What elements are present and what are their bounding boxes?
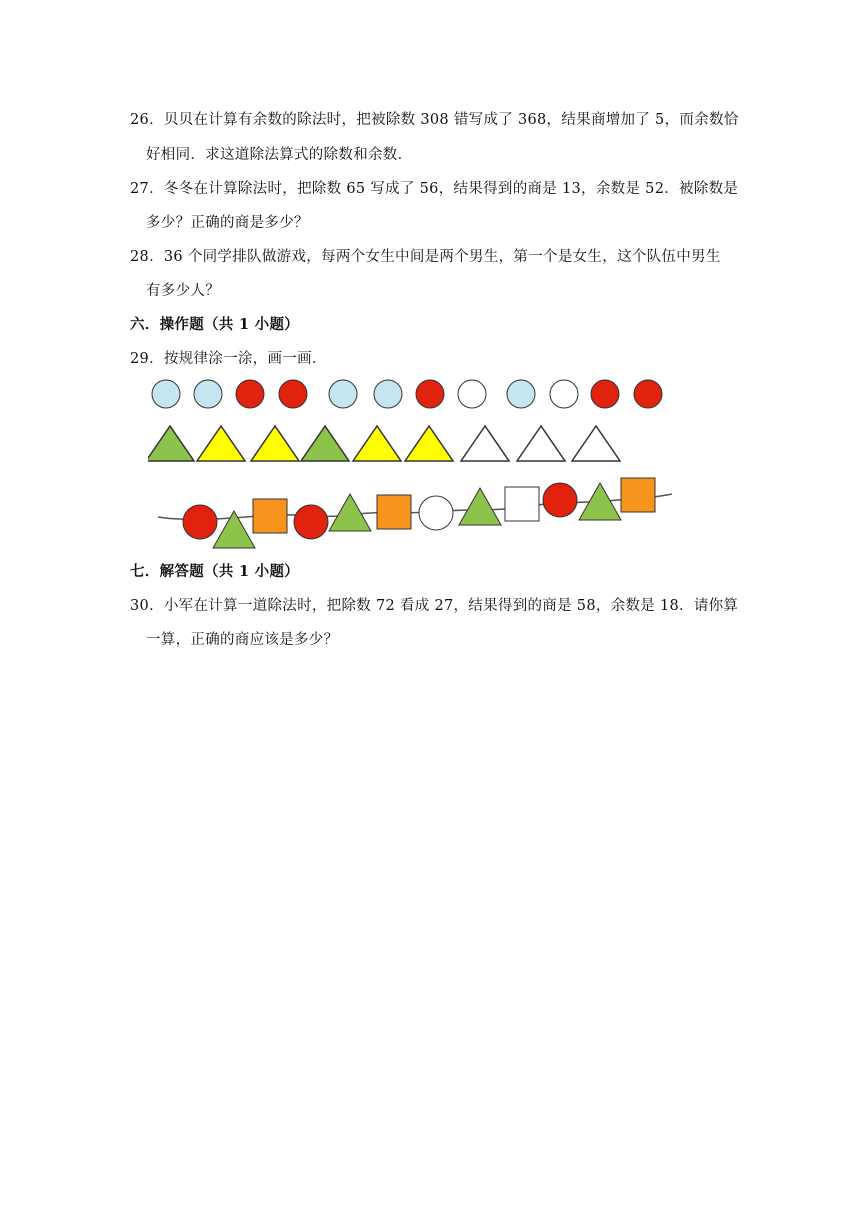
orange-square xyxy=(621,478,655,512)
green-triangle xyxy=(329,494,371,531)
triangle-white xyxy=(517,426,565,461)
circle-light-blue xyxy=(374,380,402,408)
question-28-line-1: 28．36 个同学排队做游戏，每两个女生中间是两个男生，第一个是女生，这个队伍中男生 xyxy=(130,249,721,265)
pattern-figure xyxy=(148,372,678,554)
question-26-line-1: 26．贝贝在计算有余数的除法时，把被除数 308 错写成了 368，结果商增加了 5，而余数恰 xyxy=(130,112,739,128)
section-title-answer: 七．解答题（共 1 小题） xyxy=(130,563,300,580)
question-number: 26 xyxy=(130,112,150,128)
orange-square xyxy=(377,495,411,529)
circle-white xyxy=(550,380,578,408)
question-text: 小军在计算一道除法时，把除数 72 看成 27，结果得到的商是 58，余数是 18．请你算 xyxy=(163,598,739,614)
triangle-yellow xyxy=(197,426,245,461)
red-circle xyxy=(543,483,577,517)
question-29: 29．按规律涂一涂，画一画． xyxy=(130,351,327,367)
question-number: 27 xyxy=(130,181,150,197)
white-square xyxy=(505,487,539,521)
question-27-line-1: 27．冬冬在计算除法时，把除数 65 写成了 56，结果得到的商是 13，余数是 52．被除数是 xyxy=(130,181,739,197)
triangle-white xyxy=(461,426,509,461)
beaded-string-row xyxy=(158,478,672,548)
section-title-operation: 六．操作题（共 1 小题） xyxy=(130,316,300,333)
question-text: 按规律涂一涂，画一画． xyxy=(163,351,327,367)
circle-white xyxy=(458,380,486,408)
orange-square xyxy=(253,499,287,533)
circle-red xyxy=(634,380,662,408)
question-number: 29 xyxy=(130,351,150,367)
question-30-line-1: 30．小军在计算一道除法时，把除数 72 看成 27，结果得到的商是 58，余数是 18．请你算 xyxy=(130,598,739,614)
triangle-row xyxy=(148,426,620,461)
question-28-line-2: 有多少人？ xyxy=(146,283,220,299)
circle-red xyxy=(591,380,619,408)
circle-light-blue xyxy=(329,380,357,408)
question-26-line-2: 好相同．求这道除法算式的除数和余数． xyxy=(146,147,413,163)
circle-light-blue xyxy=(194,380,222,408)
circle-light-blue xyxy=(507,380,535,408)
circle-red xyxy=(279,380,307,408)
circle-light-blue xyxy=(152,380,180,408)
question-number: 30 xyxy=(130,598,150,614)
question-text: 36 个同学排队做游戏，每两个女生中间是两个男生，第一个是女生，这个队伍中男生 xyxy=(163,249,721,265)
red-circle xyxy=(183,505,217,539)
question-text: 贝贝在计算有余数的除法时，把被除数 308 错写成了 368，结果商增加了 5，而余数恰 xyxy=(163,112,739,128)
circle-row xyxy=(152,380,662,408)
question-27-line-2: 多少？正确的商是多少？ xyxy=(146,215,309,231)
circle-red xyxy=(416,380,444,408)
question-30-line-2: 一算，正确的商应该是多少？ xyxy=(146,632,339,648)
circle-red xyxy=(236,380,264,408)
triangle-yellow xyxy=(405,426,453,461)
question-number: 28 xyxy=(130,249,150,265)
green-triangle xyxy=(459,488,501,525)
triangle-white xyxy=(572,426,620,461)
question-text: 冬冬在计算除法时，把除数 65 写成了 56，结果得到的商是 13，余数是 52．被除数是 xyxy=(163,181,739,197)
triangle-green xyxy=(301,426,349,461)
triangle-yellow xyxy=(353,426,401,461)
white-circle xyxy=(419,496,453,530)
triangle-green xyxy=(148,426,194,461)
red-circle xyxy=(294,505,328,539)
triangle-yellow xyxy=(251,426,299,461)
